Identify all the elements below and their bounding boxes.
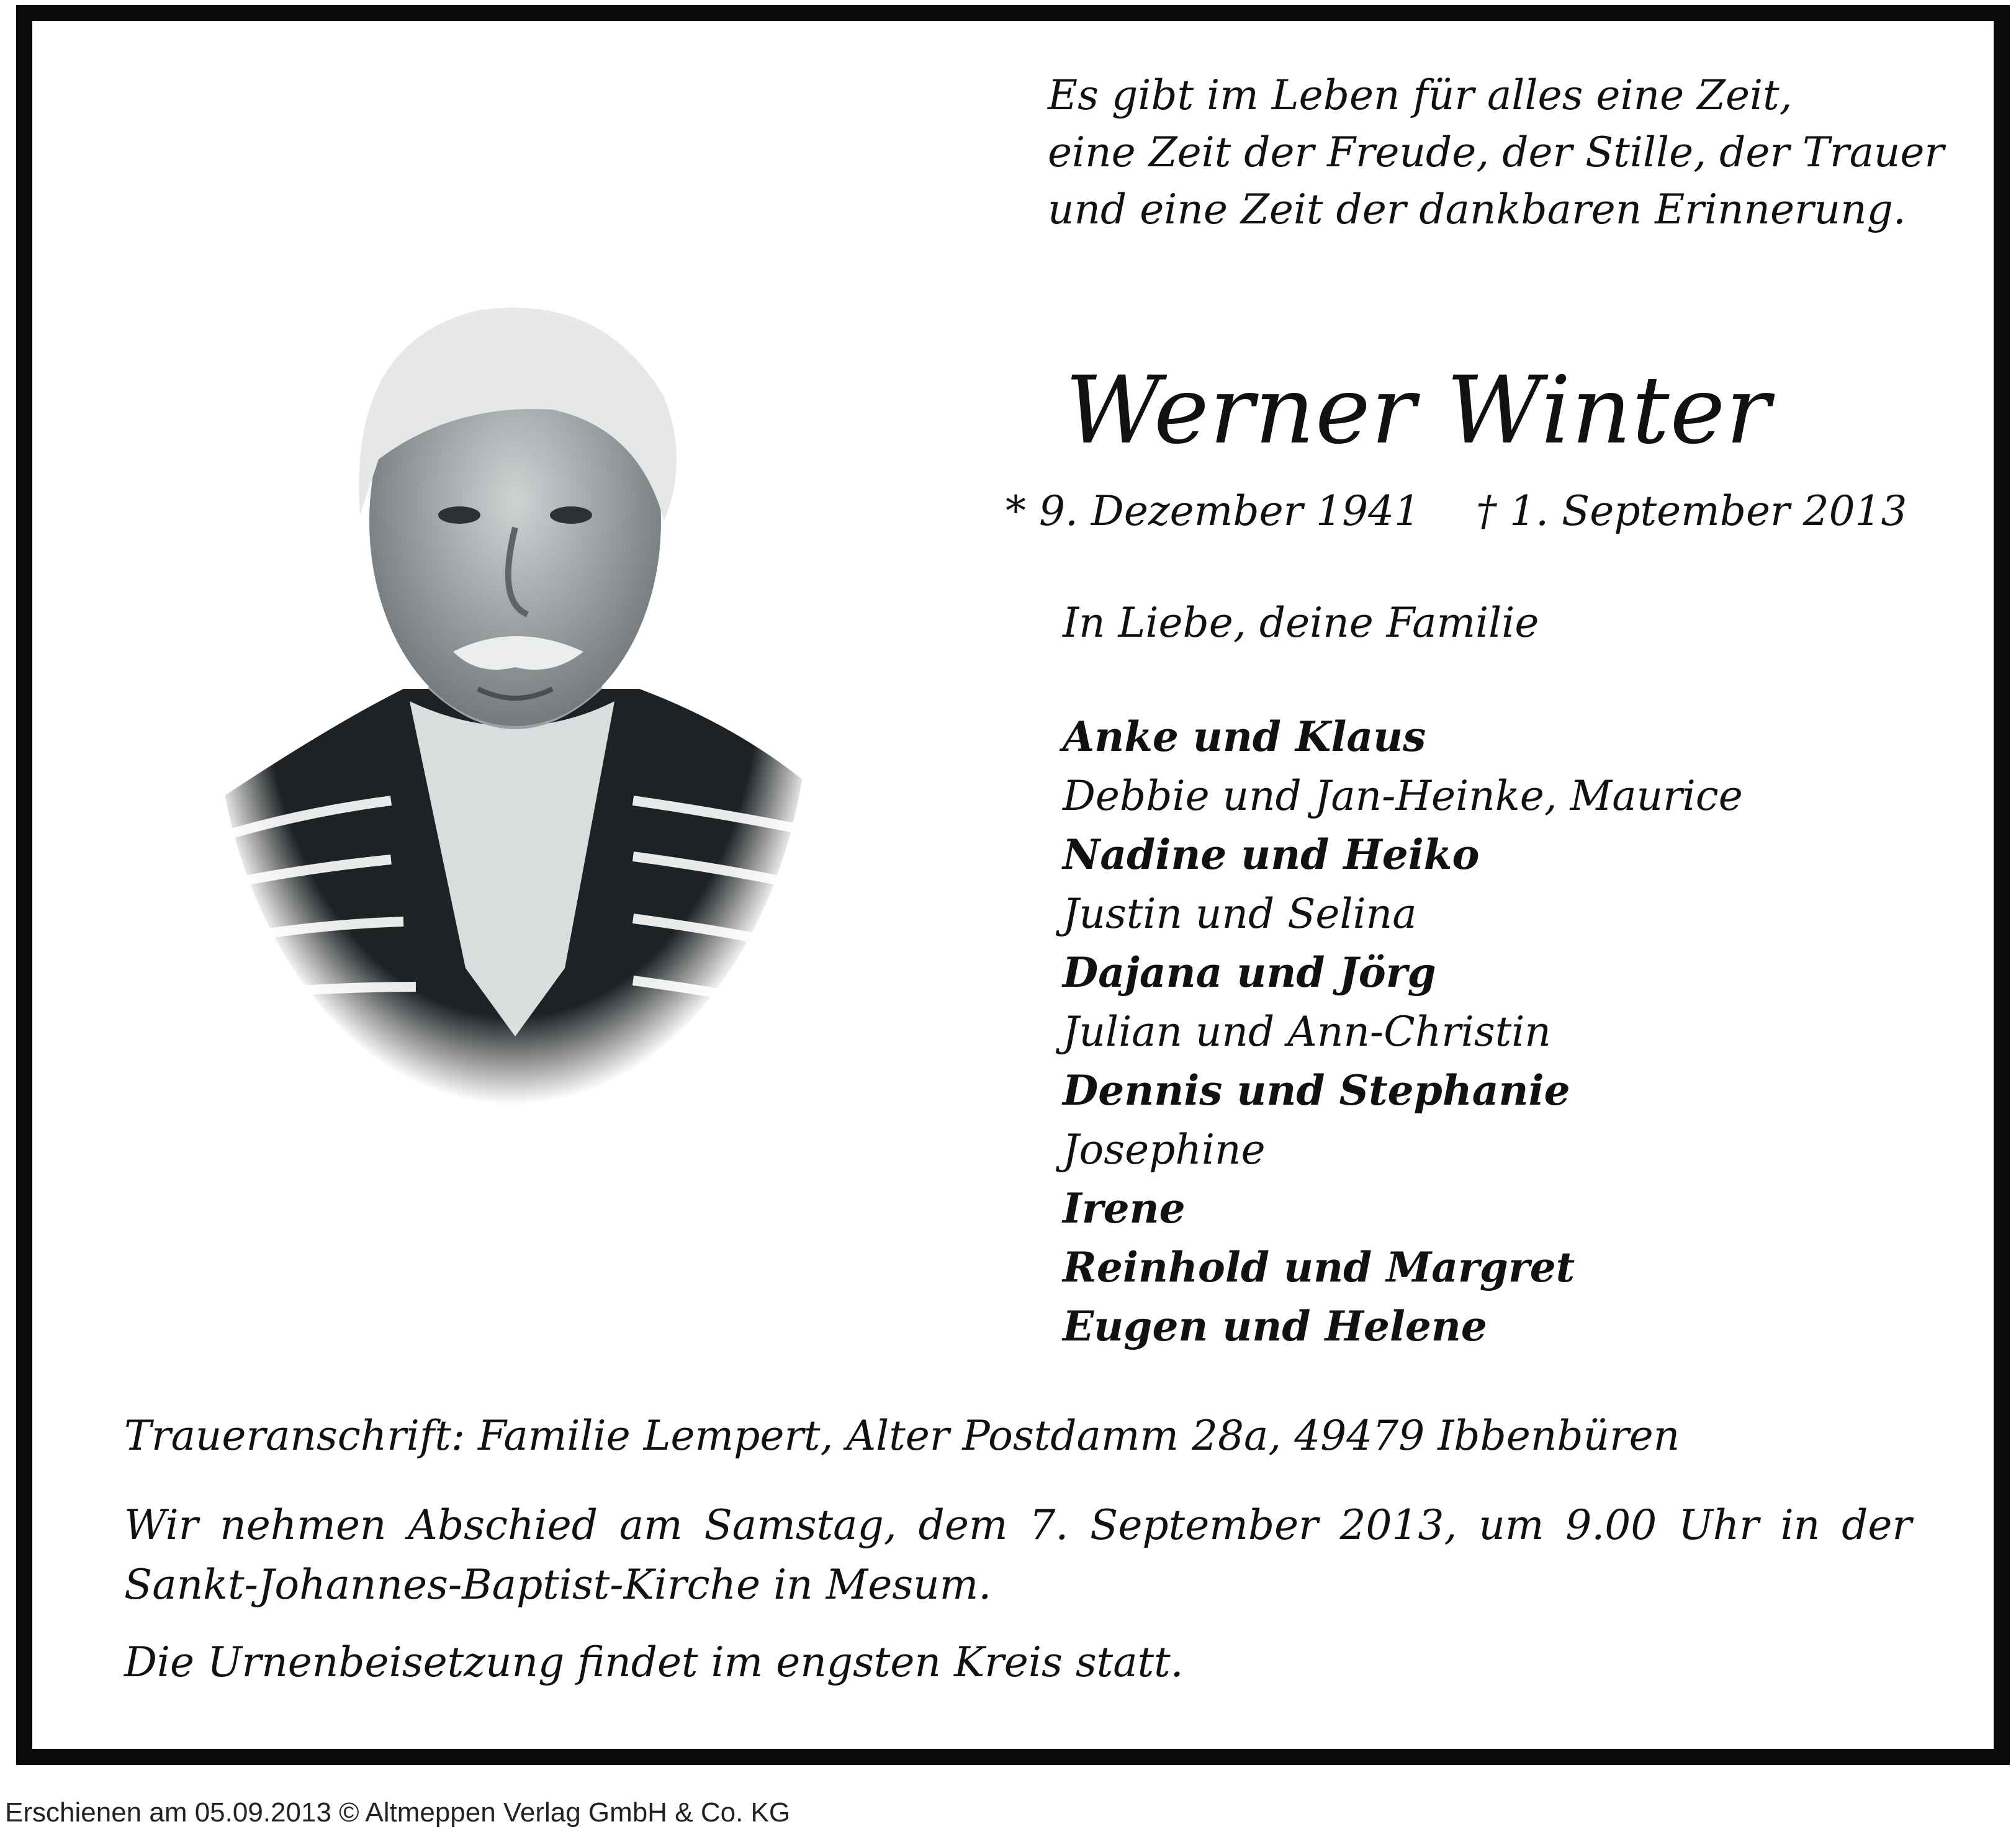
deceased-name: Werner Winter [1065, 357, 1771, 465]
family-row: Julian und Ann-Christin [1063, 1008, 1551, 1056]
portrait-photo [205, 254, 819, 1111]
family-row: Reinhold und Margret [1063, 1243, 1575, 1291]
family-row: Debbie und Jan-Heinke, Maurice [1063, 772, 1743, 820]
family-row: Justin und Selina [1063, 890, 1417, 938]
family-list [1063, 707, 1743, 1356]
poem-line: und eine Zeit der dankbaren Erinnerung. [1048, 186, 1906, 233]
family-row: Irene [1063, 1184, 1186, 1233]
publication-footer: Erschienen am 05.09.2013 © Altmeppen Verlag GmbH & Co. KG [5, 1797, 791, 1828]
poem-line: eine Zeit der Freude, der Stille, der Trauer [1048, 128, 1945, 176]
urn-notice: Die Urnenbeisetzung findet im engsten Kreis statt. [124, 1638, 1184, 1686]
family-row: Dajana und Jörg [1063, 948, 1436, 997]
family-row: Nadine und Heiko [1063, 830, 1480, 879]
poem [1048, 67, 1944, 238]
love-line: In Liebe, deine Familie [1063, 599, 1539, 647]
birth-date: * 9. Dezember 1941 [1006, 487, 1421, 535]
family-row: Dennis und Stephanie [1063, 1066, 1570, 1115]
poem-line: Es gibt im Leben für alles eine Zeit, [1048, 71, 1793, 119]
life-dates [1006, 487, 1907, 535]
death-date: † 1. September 2013 [1476, 487, 1907, 535]
mourning-address: Traueranschrift: Familie Lempert, Alter Postdamm 28a, 49479 Ibbenbüren [124, 1412, 1680, 1460]
family-row: Anke und Klaus [1063, 712, 1426, 761]
family-row: Eugen und Helene [1063, 1302, 1487, 1350]
family-row: Josephine [1063, 1126, 1266, 1174]
farewell-notice: Wir nehmen Abschied am Samstag, dem 7. September 2013, um 9.00 Uhr in der Sankt-Johannes-Baptist-Kirche in Mesum. [124, 1501, 1912, 1609]
